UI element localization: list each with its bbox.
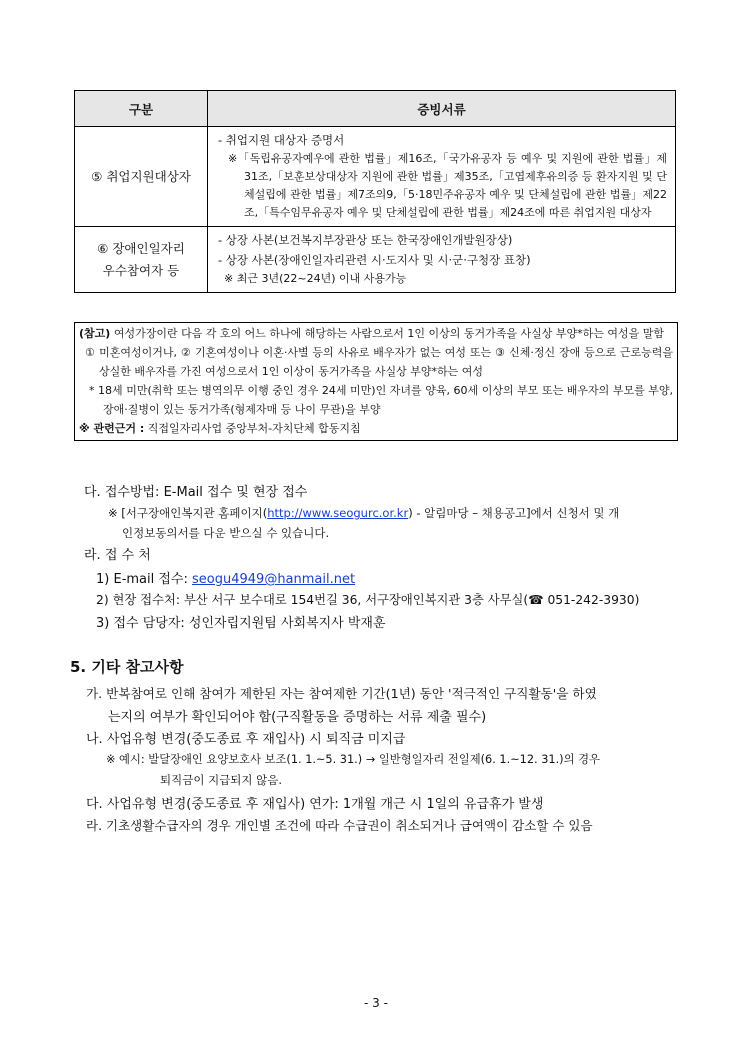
email-link[interactable]: seogu4949@hanmail.net — [192, 572, 356, 587]
row6-category-line1: ⑥ 장애인일자리 — [97, 240, 185, 256]
section5-na-note2: 퇴직금이 지급되지 않음. — [160, 773, 283, 787]
reference-basis-label: ※ 관련근거 : — [79, 422, 145, 435]
receipt-place-title: 라. 접 수 처 — [84, 548, 151, 563]
receipt-note-mid: ) - 알림마당 – 채용공고]에서 신청서 및 개 — [408, 506, 620, 520]
homepage-link[interactable]: http://www.seogurc.or.kr — [267, 506, 409, 520]
section5-ga: 가. 반복참여로 인해 참여가 제한된 자는 참여제한 기간(1년) 동안 '적극적인 구직활동'을 하였 — [86, 686, 597, 701]
table-header-row — [75, 91, 676, 127]
reference-p2: ① 미혼여성이거나, ② 기혼여성이나 이혼·사별 등의 사유로 배우자가 없는 여성 또는 ③ 신체·정신 장애 등으로 근로능력을 상실한 배우자를 가진 여성으로서 1인 이상이 동거가족을 사실상 부양*하는 여성 — [85, 346, 673, 378]
reference-basis — [79, 419, 673, 438]
row5-note: ※「독립유공자예우에 관한 법률」제16조,「국가유공자 등 예우 및 지원에 관한 법률」제31조,「보훈보상대상자 지원에 관한 법률」제35조,「고엽제후유의증 등 환자지원 및 단체설립에 관한 법률」제7조의9,「5·18민주유공자 예우 및 단체설립에 관한 법률」제22조,「특수임무유공자 예우 및 단체설립에 관한 법률」제24조에 따른 취업지원 대상자 — [228, 152, 667, 219]
reference-basis-text: 직접일자리사업 중앙부처-자치단체 합동지침 — [147, 422, 361, 435]
section5-na-note: ※ 예시: 발달장애인 요양보호사 보조(1. 1.~5. 31.) → 일반형일자리 전일제(6. 1.~12. 31.)의 경우 — [106, 753, 600, 766]
row5-category: ⑤ 취업지원대상자 — [75, 127, 208, 227]
receipt-note-prefix: ※ [서구장애인복지관 홈페이지( — [108, 506, 268, 520]
receipt-email — [96, 568, 355, 587]
row5-line1: - 취업지원 대상자 증명서 — [218, 133, 345, 147]
receipt-onsite: 2) 현장 접수처: 부산 서구 보수대로 154번길 36, 서구장애인복지관 3층 사무실(☎ 051-242-3930) — [96, 593, 640, 607]
row5-content — [208, 127, 676, 227]
section5-title: 5. 기타 참고사항 — [70, 658, 184, 676]
evidence-documents-table — [74, 90, 676, 293]
receipt-email-label: 1) E-mail 접수: — [96, 572, 188, 587]
reference-box — [74, 322, 678, 441]
row6-line2: - 상장 사본(장애인일자리관련 시·도지사 및 시·군·구청장 표창) — [218, 253, 531, 267]
reference-p1 — [79, 324, 673, 343]
page-number: - 3 - — [364, 996, 388, 1010]
section5-ra: 라. 기초생활수급자의 경우 개인별 조건에 따라 수급권이 취소되거나 급여액이 감소할 수 있음 — [86, 818, 593, 833]
header-category: 구분 — [75, 91, 208, 127]
receipt-note-line1 — [108, 505, 619, 521]
row6-note: ※ 최근 3년(22~24년) 이내 사용가능 — [224, 272, 407, 285]
reference-p1-text: 여성가장이란 다음 각 호의 어느 하나에 해당하는 사람으로서 1인 이상의 동거가족을 사실상 부양*하는 여성을 말함 — [113, 327, 665, 340]
receipt-note-line2: 인정보동의서를 다운 받으실 수 있습니다. — [122, 526, 330, 540]
section5-na: 나. 사업유형 변경(중도종료 후 재입사) 시 퇴직금 미지급 — [86, 732, 406, 747]
table-row — [75, 227, 676, 293]
header-documents: 증빙서류 — [208, 91, 676, 127]
reference-p3: * 18세 미만(취학 또는 병역의무 이행 중인 경우 24세 미만)인 자녀를 양육, 60세 이상의 부모 또는 배우자의 부모를 부양, 장애·질병이 있는 동거가족(형제자매 등 나이 무관)을 부양 — [89, 384, 673, 416]
row6-line1: - 상장 사본(보건복지부장관상 또는 한국장애인개발원장상) — [218, 233, 513, 247]
section5-ga2: 는지의 여부가 확인되어야 함(구직활동을 증명하는 서류 제출 필수) — [108, 710, 487, 725]
row6-category-line2: 우수참여자 등 — [102, 262, 180, 278]
reference-label: (참고) — [79, 327, 111, 340]
receipt-method: 다. 접수방법: E-Mail 접수 및 현장 접수 — [84, 485, 308, 500]
receipt-contact: 3) 접수 담당자: 성인자립지원팀 사회복지사 박재훈 — [96, 616, 386, 631]
section5-da: 다. 사업유형 변경(중도종료 후 재입사) 연가: 1개월 개근 시 1일의 유급휴가 발생 — [86, 797, 544, 812]
row6-content — [208, 227, 676, 293]
row6-category — [75, 227, 208, 293]
table-row — [75, 127, 676, 227]
